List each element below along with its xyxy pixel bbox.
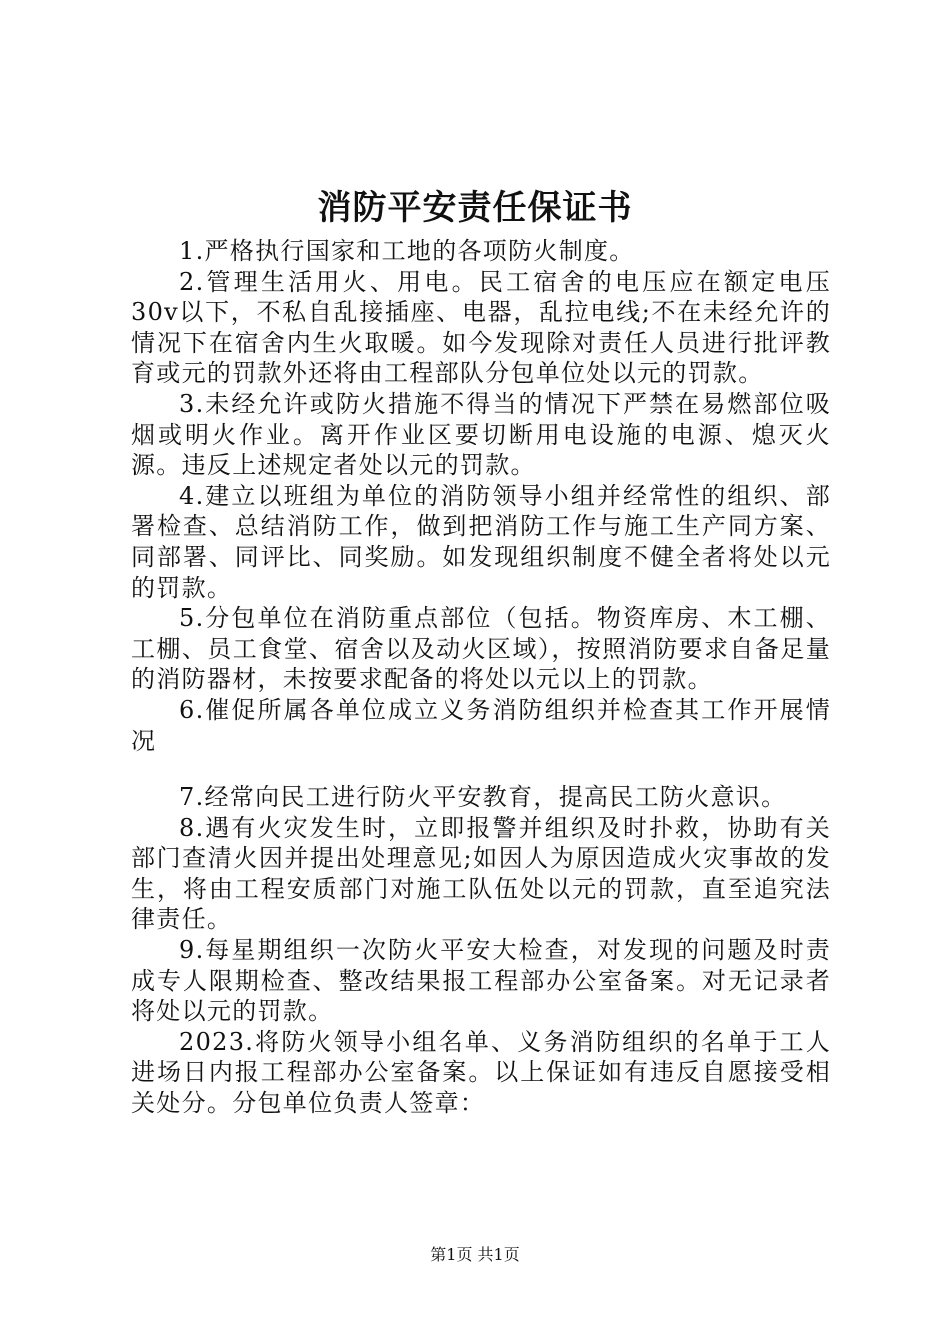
paragraph-3: 3.未经允许或防火措施不得当的情况下严禁在易燃部位吸烟或明火作业。离开作业区要切断用电设施的电源、熄灭火源。违反上述规定者处以元的罚款。 bbox=[131, 389, 831, 480]
paragraph-5: 5.分包单位在消防重点部位（包括。物资库房、木工棚、工棚、员工食堂、宿舍以及动火区域），按照消防要求自备足量的消防器材，未按要求配备的将处以元以上的罚款。 bbox=[131, 604, 831, 694]
paragraph-10: 2023.将防火领导小组名单、义务消防组织的名单于工人进场日内报工程部办公室备案。以上保证如有违反自愿接受相关处分。分包单位负责人签章： bbox=[131, 1027, 831, 1118]
paragraph-8: 8.遇有火灾发生时，立即报警并组织及时扑救，协助有关部门查清火因并提出处理意见;如因人为原因造成火灾事故的发生，将由工程安质部门对施工队伍处以元的罚款，直至追究法律责任。 bbox=[131, 813, 831, 934]
paragraph-9: 9.每星期组织一次防火平安大检查，对发现的问题及时责成专人限期检查、整改结果报工程部办公室备案。对无记录者将处以元的罚款。 bbox=[131, 936, 831, 1026]
paragraph-6: 6.催促所属各单位成立义务消防组织并检查其工作开展情况 bbox=[131, 695, 831, 755]
paragraph-4: 4.建立以班组为单位的消防领导小组并经常性的组织、部署检查、总结消防工作，做到把消防工作与施工生产同方案、同部署、同评比、同奖励。如发现组织制度不健全者将处以元的罚款。 bbox=[131, 481, 831, 602]
paragraph-7: 7.经常向民工进行防火平安教育，提高民工防火意识。 bbox=[179, 783, 787, 812]
document-body bbox=[131, 236, 831, 1119]
document-title: 消防平安责任保证书 bbox=[317, 188, 633, 228]
page-footer: 第1页 共1页 bbox=[430, 1245, 520, 1264]
paragraph-1: 1.严格执行国家和工地的各项防火制度。 bbox=[179, 237, 635, 265]
paragraph-2: 2.管理生活用火、用电。民工宿舍的电压应在额定电压30v以下，不私自乱接插座、电器，乱拉电线;不在未经允许的情况下在宿舍内生火取暖。如今发现除对责任人员进行批评教育或元的罚款外还将由工程部队分包单位处以元的罚款。 bbox=[131, 267, 831, 388]
